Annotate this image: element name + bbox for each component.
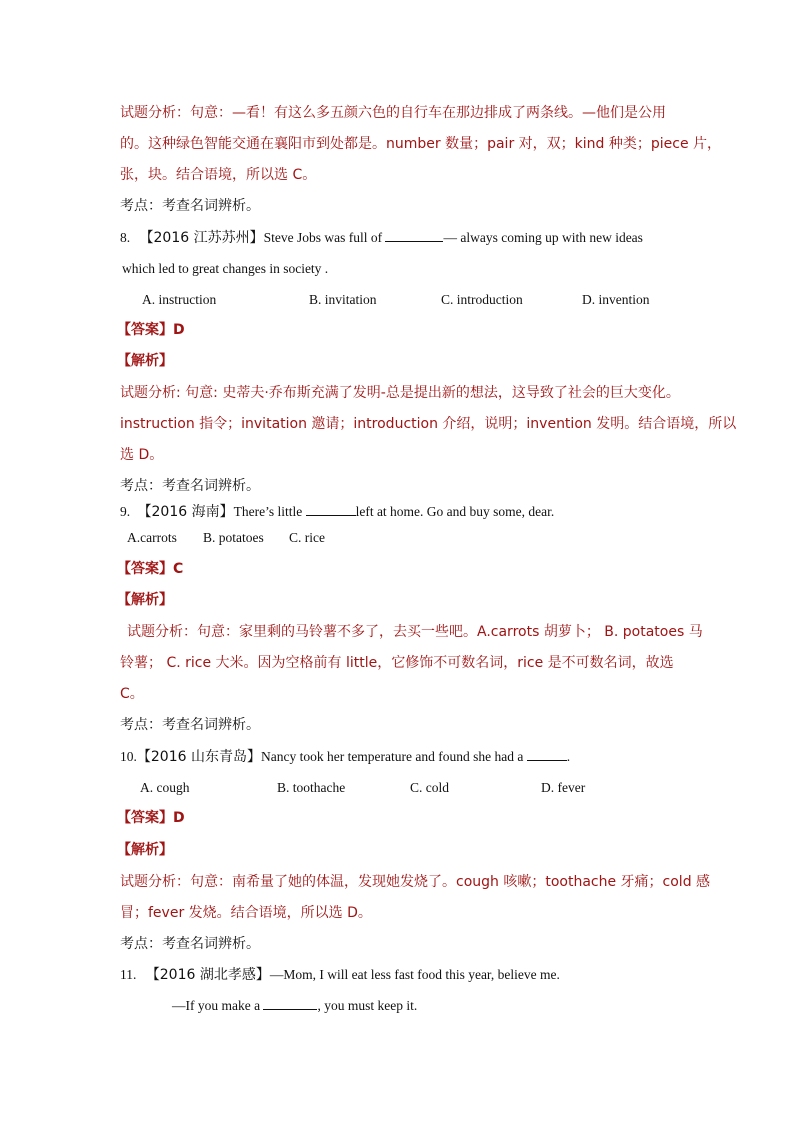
q9-stem <box>120 503 554 521</box>
question-stem-a: Steve Jobs was full of <box>263 230 386 245</box>
question-source: 【2016 山东青岛】 <box>136 749 261 765</box>
q10-option-d: D. fever <box>541 780 586 795</box>
q8-answer: 【答案】D <box>117 322 185 338</box>
q10-option-c: C. cold <box>410 780 449 795</box>
q8-stem <box>120 229 643 247</box>
question-number: 10. <box>120 749 137 764</box>
question-number: 11. <box>120 967 137 982</box>
question-source: 【2016 江苏苏州】 <box>139 230 264 246</box>
question-stem-b: . <box>566 749 571 764</box>
question-stem-a: —If you make a <box>172 998 264 1013</box>
q7-analysis-line2: 的。这种绿色智能交通在襄阳市到处都是。number 数量；pair 对，双；kind 种类；piece 片， <box>120 136 722 152</box>
q9-analysis-line1: 试题分析：句意：家里剩的马铃薯不多了，去买一些吧。A.carrots 胡萝卜； B. potatoes 马 <box>127 624 703 640</box>
question-stem-a: There’s little <box>233 504 306 519</box>
question-stem-b: — always coming up with new ideas <box>443 230 643 245</box>
answer-blank <box>306 503 356 516</box>
q8-option-c: C. introduction <box>441 292 523 307</box>
q11-stem <box>120 966 560 984</box>
q10-option-a: A. cough <box>140 780 190 795</box>
q8-option-d: D. invention <box>582 292 650 307</box>
answer-blank <box>385 229 443 242</box>
q10-analysis-line1: 试题分析：句意：南希量了她的体温，发现她发烧了。cough 咳嗽；toothache 牙痛；cold 感 <box>120 874 711 890</box>
question-source: 【2016 湖北孝感】 <box>145 967 270 983</box>
q10-stem <box>120 748 570 766</box>
q9-jiexi-heading: 【解析】 <box>117 592 173 608</box>
q9-analysis-line2: 铃薯； C. rice 大米。因为空格前有 little，它修饰不可数名词，rice 是不可数名词，故选 <box>120 655 674 671</box>
q7-analysis-line3: 张，块。结合语境，所以选 C。 <box>120 167 317 183</box>
q7-kaodian: 考点：考查名词辨析。 <box>120 198 260 214</box>
q8-jiexi-heading: 【解析】 <box>117 353 173 369</box>
q8-kaodian: 考点：考查名词辨析。 <box>120 478 260 494</box>
q10-analysis-line2: 冒；fever 发烧。结合语境，所以选 D。 <box>120 905 372 921</box>
q9-option-a: A.carrots <box>127 530 177 545</box>
q7-analysis-line1: 试题分析：句意：—看！有这么多五颜六色的自行车在那边排成了两条线。—他们是公用 <box>120 105 666 121</box>
question-source: 【2016 海南】 <box>137 504 234 520</box>
question-number: 8. <box>120 230 131 245</box>
q11-line2 <box>172 997 417 1015</box>
q9-option-b: B. potatoes <box>203 530 264 545</box>
q9-analysis-line3: C。 <box>120 686 144 702</box>
q10-answer: 【答案】D <box>117 810 185 826</box>
q9-kaodian: 考点：考查名词辨析。 <box>120 717 260 733</box>
q10-option-b: B. toothache <box>277 780 346 795</box>
question-stem-b: , you must keep it. <box>317 998 418 1013</box>
q8-option-b: B. invitation <box>309 292 377 307</box>
q8-option-a: A. instruction <box>142 292 217 307</box>
question-number: 9. <box>120 504 131 519</box>
q8-analysis-line3: 选 D。 <box>120 447 164 463</box>
q8-stem-line2: which led to great changes in society . <box>122 261 329 276</box>
q8-analysis-line2: instruction 指令；invitation 邀请；introduction 介绍，说明；invention 发明。结合语境，所以 <box>120 416 737 432</box>
question-stem-a: Nancy took her temperature and found she had a <box>260 749 527 764</box>
question-stem-a: —Mom, I will eat less fast food this year, believe me. <box>269 967 560 982</box>
q9-answer: 【答案】C <box>117 561 184 577</box>
answer-blank <box>527 748 567 761</box>
q10-kaodian: 考点：考查名词辨析。 <box>120 936 260 952</box>
q10-jiexi-heading: 【解析】 <box>117 842 173 858</box>
question-stem-b: left at home. Go and buy some, dear. <box>355 504 555 519</box>
q8-analysis-line1: 试题分析: 句意: 史蒂夫·乔布斯充满了发明-总是提出新的想法，这导致了社会的巨大变化。 <box>120 385 680 401</box>
q9-option-c: C. rice <box>289 530 325 545</box>
answer-blank <box>263 997 317 1010</box>
